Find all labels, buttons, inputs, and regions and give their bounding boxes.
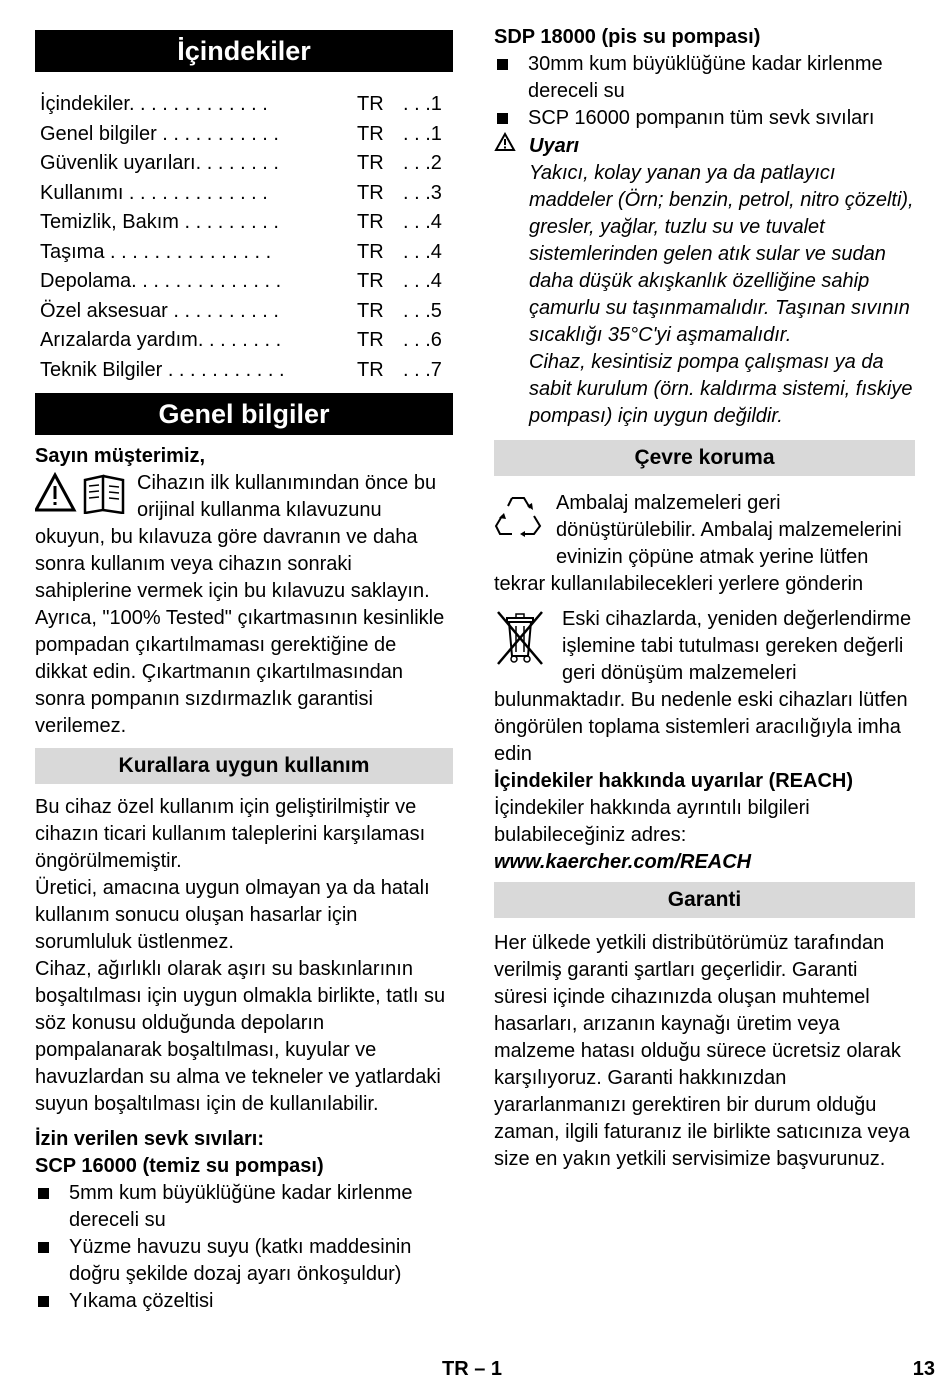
- toc-entry-title: Teknik Bilgiler . . . . . . . . . . .: [40, 358, 285, 381]
- reach-heading: İçindekiler hakkında uyarılar (REACH): [494, 770, 854, 792]
- recycling-text: Ambalaj malzemeleri geri dönüştürülebilir. Ambalaj malzemelerini evinizin çöpüne atmak yerine lütfen tekrar kullanılabilecekleri yerlere gönderin: [494, 492, 902, 595]
- scp-heading: SCP 16000 (temiz su pompası): [35, 1155, 324, 1177]
- page-number: 13: [912, 1358, 935, 1380]
- warranty-heading: Garanti: [494, 882, 915, 918]
- toc-entry-page: . . .5: [403, 299, 442, 322]
- weee-text: Eski cihazlarda, yeniden değerlendirme işlemine tabi tutulması gereken değerli geri dönüşüm malzemeleri bulunmaktadır. Bu nedenle eski cihazları lütfen öngörülen toplama sistemleri aracılığıyla imha edin: [494, 608, 912, 765]
- recycling-icon: [494, 492, 542, 546]
- sdp-list: [494, 51, 915, 132]
- bullet-icon: [35, 1180, 69, 1234]
- list-item: Yıkama çözeltisi: [35, 1288, 453, 1315]
- warranty-text: Her ülkede yetkili distribütörümüz tarafından verilmiş garanti şartları geçerlidir. Garanti süresi içinde cihazınızda oluşan muhtemel hasarları, arızanın kaynağı üretim veya malzeme hatası olduğu sürece ücretsiz olarak karşılıyoruz. Garanti hakkınızdan yararlanmanızı gerektiren bir durum olduğu zaman, ilgili faturanız ile birlikte satıcınıza veya size en yakın yetkili servisimize başvurunuz.: [494, 932, 910, 1170]
- list-item: SCP 16000 pompanın tüm sevk sıvıları: [494, 105, 915, 132]
- salutation: Sayın müşterimiz,: [35, 445, 206, 467]
- toc-entry-page: . . .3: [403, 181, 442, 204]
- toc-entry-page: . . .4: [403, 240, 442, 263]
- intended-use-p1: Bu cihaz özel kullanım için geliştirilmiştir ve cihazın ticari kullanım taleplerini karşılaması öngörülmemiştir.: [35, 796, 426, 872]
- toc-entry-title: Güvenlik uyarıları. . . . . . . .: [40, 152, 279, 174]
- toc-entry-lang: TR: [357, 240, 384, 263]
- reach-link[interactable]: www.kaercher.com/REACH: [494, 851, 752, 873]
- toc-entry-page: . . .4: [403, 211, 442, 233]
- intro-block: [35, 470, 453, 740]
- toc-entry-title: Depolama. . . . . . . . . . . . . .: [40, 270, 282, 292]
- toc-entry-lang: TR: [357, 152, 384, 174]
- general-heading: Genel bilgiler: [35, 393, 453, 435]
- toc-entry-title: Kullanımı . . . . . . . . . . . . .: [40, 181, 268, 204]
- toc-entry-lang: TR: [357, 270, 384, 292]
- toc-entry-title: İçindekiler. . . . . . . . . . . . .: [40, 93, 268, 115]
- sdp-heading: SDP 18000 (pis su pompası): [494, 26, 761, 48]
- list-item: 5mm kum büyüklüğüne kadar kirlenme dereceli su: [35, 1180, 453, 1234]
- warning-text-1: Yakıcı, kolay yanan ya da patlayıcı maddeler (Örn; benzin, petrol, nitro çözelti), gresler, yağlar, tuzlu su ve tuvalet sistemlerinden gelen atık sular ve sudan daha düşük akışkanlık özelliğine sahip çamurlu su taşınmamalıdır. Taşınan sıvının sıcaklığı 35°C'yi aşmamalıdır.: [529, 162, 914, 346]
- toc-entry-lang: TR: [357, 329, 384, 351]
- toc-entry-lang: TR: [357, 299, 384, 322]
- toc-entry[interactable]: [40, 149, 453, 179]
- table-of-contents: [40, 90, 453, 385]
- bullet-icon: [494, 105, 528, 132]
- toc-entry[interactable]: [40, 179, 453, 209]
- toc-entry[interactable]: [40, 267, 453, 297]
- warning-triangle-icon: [494, 132, 529, 160]
- toc-entry-page: . . .4: [403, 270, 442, 292]
- toc-entry-title: Genel bilgiler . . . . . . . . . . .: [40, 122, 279, 145]
- toc-entry[interactable]: [40, 356, 453, 386]
- intended-use-p3: Cihaz, ağırlıklı olarak aşırı su baskınlarının boşaltılması için uygun olmakla birlikte, tatlı su söz konusu olduğunda depoların pompalanarak boşaltılması, kuyular ve havuzlardan su alma ve tekneler ve yatlardaki suyun boşaltılması için de kullanılabilir.: [35, 958, 446, 1115]
- crossed-bin-icon: [494, 608, 546, 674]
- right-column: [494, 24, 915, 1173]
- toc-entry-lang: TR: [357, 211, 384, 233]
- toc-entry-title: Arızalarda yardım. . . . . . . .: [40, 329, 282, 351]
- bullet-icon: [35, 1288, 69, 1315]
- toc-entry[interactable]: [40, 90, 453, 120]
- toc-heading: İçindekiler: [35, 30, 453, 72]
- toc-entry[interactable]: [40, 238, 453, 268]
- reach-text: İçindekiler hakkında ayrıntılı bilgileri bulabileceğiniz adres:: [494, 797, 810, 846]
- toc-entry-lang: TR: [357, 93, 384, 115]
- toc-entry-lang: TR: [357, 358, 384, 381]
- warning-label: Uyarı: [529, 134, 580, 157]
- toc-entry[interactable]: [40, 120, 453, 150]
- toc-entry-page: . . .1: [403, 93, 442, 115]
- toc-entry[interactable]: [40, 208, 453, 238]
- toc-entry-title: Temizlik, Bakım . . . . . . . . .: [40, 211, 279, 233]
- left-column: [35, 30, 453, 1315]
- fluids-heading: İzin verilen sevk sıvıları:: [35, 1128, 265, 1150]
- warning-text-2: Cihaz, kesintisiz pompa çalışması ya da sabit kurulum (örn. kaldırma sistemi, fıskiye pompası) için uygun değildir.: [529, 351, 913, 427]
- toc-entry-lang: TR: [357, 181, 384, 204]
- toc-entry-page: . . .2: [403, 152, 442, 174]
- bullet-icon: [35, 1234, 69, 1288]
- intended-use-p2: Üretici, amacına uygun olmayan ya da hatalı kullanım sonucu oluşan hasarlar için sorumluluk üstlenmez.: [35, 877, 430, 953]
- environment-heading: Çevre koruma: [494, 440, 915, 476]
- intended-use-heading: Kurallara uygun kullanım: [35, 748, 453, 784]
- toc-entry-page: . . .7: [403, 358, 442, 381]
- toc-entry[interactable]: [40, 297, 453, 327]
- toc-entry-page: . . .6: [403, 329, 442, 351]
- list-item: 30mm kum büyüklüğüne kadar kirlenme dereceli su: [494, 51, 915, 105]
- scp-list: [35, 1180, 453, 1315]
- toc-entry[interactable]: [40, 326, 453, 356]
- intro-text: Cihazın ilk kullanımından önce bu orijinal kullanma kılavuzunu okuyun, bu kılavuza göre davranın ve daha sonra kullanım veya cihazın sonraki sahiplerine vermek için bu kılavuzu saklayın. Ayrıca, "100% Tested" çıkartmasının kesinlikle pompadan çıkartılmaması gerektiğine de dikkat edin. Çıkartmanın çıkartılmasından sonra pompanın sızdırmazlık garantisi verilemez.: [35, 472, 445, 737]
- footer-section-label: TR – 1: [442, 1358, 503, 1380]
- toc-entry-lang: TR: [357, 122, 384, 145]
- warning-heading: [494, 132, 915, 160]
- toc-entry-title: Özel aksesuar . . . . . . . . . .: [40, 299, 279, 322]
- bullet-icon: [494, 51, 528, 105]
- toc-entry-title: Taşıma . . . . . . . . . . . . . . .: [40, 240, 272, 263]
- weee-block: [494, 606, 915, 768]
- list-item: Yüzme havuzu suyu (katkı maddesinin doğru şekilde dozaj ayarı önkoşuldur): [35, 1234, 453, 1288]
- toc-entry-page: . . .1: [403, 122, 442, 145]
- recycling-block: [494, 490, 915, 598]
- warning-manual-icon: [35, 472, 127, 522]
